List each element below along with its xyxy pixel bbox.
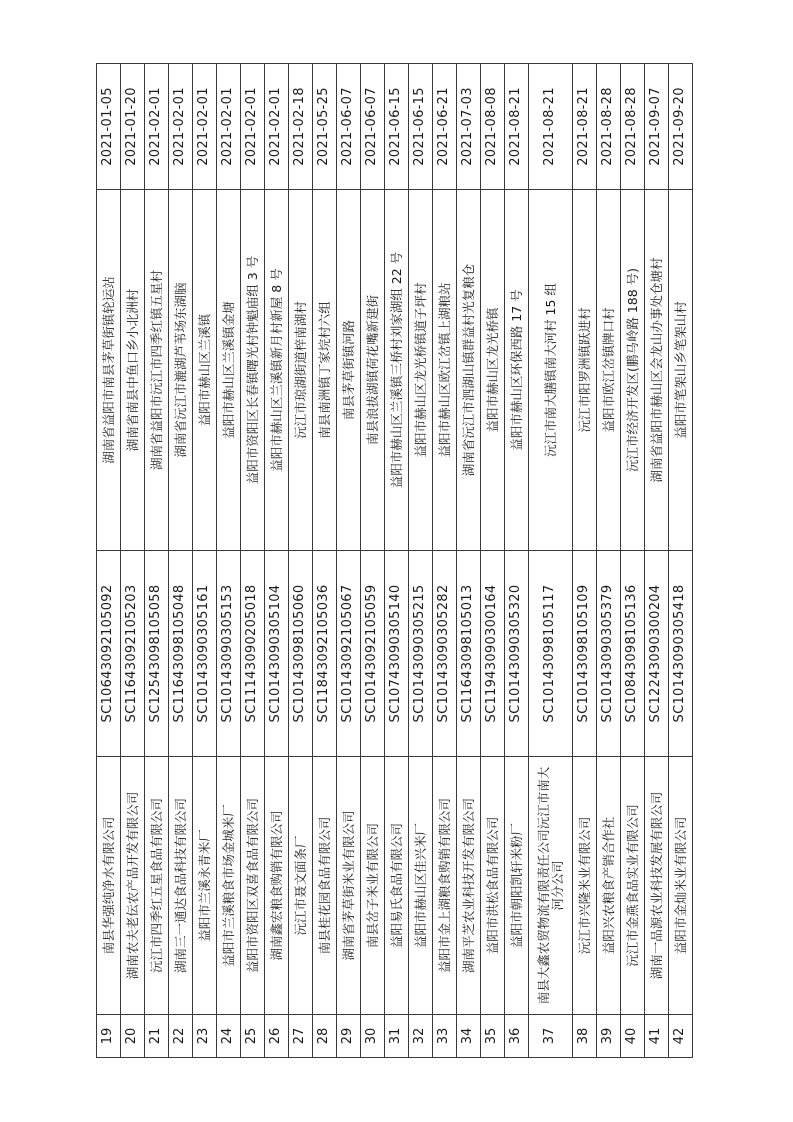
company-name: 益阳易氏食品有限公司 (385, 757, 409, 1015)
row-number: 39 (597, 1015, 621, 1058)
license-code: SC10743090305140 (385, 551, 409, 757)
row-number: 20 (121, 1015, 145, 1058)
issue-date: 2021-02-01 (265, 64, 289, 190)
license-code: SC12543098105058 (145, 551, 169, 757)
table-row (361, 64, 385, 1058)
license-code: SC10143090305320 (505, 551, 529, 757)
table-row (645, 64, 669, 1058)
company-address: 益阳市赫山区兰溪镇 (193, 190, 217, 551)
company-address: 益阳市赫山区环保西路 17 号 (505, 190, 529, 551)
issue-date: 2021-08-21 (505, 64, 529, 190)
license-code: SC10143098105117 (529, 551, 573, 757)
issue-date: 2021-08-28 (597, 64, 621, 190)
row-number: 38 (573, 1015, 597, 1058)
table-row (621, 64, 645, 1058)
table-row (121, 64, 145, 1058)
company-name: 益阳市金灿米业有限公司 (669, 757, 693, 1015)
company-name: 南县华强纯净水有限公司 (97, 757, 121, 1015)
license-code: SC10143090305161 (193, 551, 217, 757)
issue-date: 2021-02-01 (193, 64, 217, 190)
table-row (669, 64, 693, 1058)
company-address: 益阳市赫山区兰溪镇三桥村刘家湖组 22 号 (385, 190, 409, 551)
license-code: SC10143090305104 (265, 551, 289, 757)
table-row (193, 64, 217, 1058)
table-row (217, 64, 241, 1058)
company-name: 益阳市兰溪粮食市场金城米厂 (217, 757, 241, 1015)
company-address: 益阳市笔架山乡笔架山村 (669, 190, 693, 551)
table-row (409, 64, 433, 1058)
company-address: 益阳市赫山区龙光桥镇 (481, 190, 505, 551)
row-number: 23 (193, 1015, 217, 1058)
table-row (313, 64, 337, 1058)
license-code: SC10143090305153 (217, 551, 241, 757)
table-row (169, 64, 193, 1058)
row-number: 42 (669, 1015, 693, 1058)
issue-date: 2021-01-20 (121, 64, 145, 190)
row-number: 22 (169, 1015, 193, 1058)
row-number: 31 (385, 1015, 409, 1058)
company-name: 湖南三一通达食品科技有限公司 (169, 757, 193, 1015)
company-address: 湖南省沅江市泗湖山镇群益村光复粮仓 (457, 190, 481, 551)
license-code: SC10143098105060 (289, 551, 313, 757)
issue-date: 2021-08-08 (481, 64, 505, 190)
issue-date: 2021-02-01 (169, 64, 193, 190)
row-number: 32 (409, 1015, 433, 1058)
issue-date: 2021-02-01 (145, 64, 169, 190)
row-number: 33 (433, 1015, 457, 1058)
company-address: 南县浪拔湖镇荷花嘴新建街 (361, 190, 385, 551)
row-number: 41 (645, 1015, 669, 1058)
table-row (505, 64, 529, 1058)
row-number: 35 (481, 1015, 505, 1058)
company-name: 益阳兴农粮食产销合作社 (597, 757, 621, 1015)
table-row (597, 64, 621, 1058)
company-address: 南县南洲镇丁家垸村六组 (313, 190, 337, 551)
license-code: SC10143092105059 (361, 551, 385, 757)
table-row (481, 64, 505, 1058)
company-address: 沅江市阳罗洲镇跃进村 (573, 190, 597, 551)
issue-date: 2021-09-07 (645, 64, 669, 190)
issue-date: 2021-02-01 (241, 64, 265, 190)
license-code: SC10143098105109 (573, 551, 597, 757)
table-row (529, 64, 573, 1058)
company-name: 沅江市金燕食品实业有限公司 (621, 757, 645, 1015)
issue-date: 2021-02-01 (217, 64, 241, 190)
license-code: SC11843092105036 (313, 551, 337, 757)
issue-date: 2021-06-07 (361, 64, 385, 190)
license-code: SC11943090300164 (481, 551, 505, 757)
table-row (241, 64, 265, 1058)
issue-date: 2021-02-18 (289, 64, 313, 190)
issue-date: 2021-05-25 (313, 64, 337, 190)
license-code: SC11643092105203 (121, 551, 145, 757)
table-row (97, 64, 121, 1058)
license-code: SC11643098105048 (169, 551, 193, 757)
company-address: 沅江市南大膳镇南大河村 15 组 (529, 190, 573, 551)
license-code: SC11643098105013 (457, 551, 481, 757)
license-code: SC10643092105092 (97, 551, 121, 757)
company-address: 益阳市欧江岔镇牌口村 (597, 190, 621, 551)
table-row (573, 64, 597, 1058)
company-name: 益阳市洪松食品有限公司 (481, 757, 505, 1015)
issue-date: 2021-08-28 (621, 64, 645, 190)
issue-date: 2021-08-21 (573, 64, 597, 190)
row-number: 25 (241, 1015, 265, 1058)
company-address: 湖南省益阳市南县茅草街镇轮运站 (97, 190, 121, 551)
issue-date: 2021-08-21 (529, 64, 573, 190)
company-address: 湖南省益阳市赫山区会龙山办事处仓塘村 (645, 190, 669, 551)
company-name: 益阳市兰溪永青米厂 (193, 757, 217, 1015)
row-number: 40 (621, 1015, 645, 1058)
issue-date: 2021-01-05 (97, 64, 121, 190)
row-number: 36 (505, 1015, 529, 1058)
company-name: 益阳市金上湖粮食购销有限公司 (433, 757, 457, 1015)
company-name: 益阳市赫山区佳兴米厂 (409, 757, 433, 1015)
license-code: SC10143090305282 (433, 551, 457, 757)
table-row (385, 64, 409, 1058)
company-name: 南县大鑫农贸物流有限责任公司沅江市南大河分公司 (529, 757, 573, 1015)
company-address: 益阳市赫山区兰溪镇新月村新屋 8 号 (265, 190, 289, 551)
row-number: 21 (145, 1015, 169, 1058)
company-address: 湖南省沅江市漉湖芦苇场东湖脑 (169, 190, 193, 551)
license-code: SC11143090205018 (241, 551, 265, 757)
row-number: 26 (265, 1015, 289, 1058)
company-name: 湖南省茅草街米业有限公司 (337, 757, 361, 1015)
row-number: 28 (313, 1015, 337, 1058)
table-row (145, 64, 169, 1058)
company-address: 沅江市琼湖街道梓南湖村 (289, 190, 313, 551)
table-body (97, 64, 693, 1058)
company-address: 沅江市经济开发区(鹏马岭路 188 号) (621, 190, 645, 551)
company-name: 沅江市聂文面条厂 (289, 757, 313, 1015)
table-row (457, 64, 481, 1058)
company-name: 湖南一品源农业科技发展有限公司 (645, 757, 669, 1015)
company-address: 益阳市赫山区兰溪镇金塘 (217, 190, 241, 551)
license-code: SC12243090300204 (645, 551, 669, 757)
row-number: 27 (289, 1015, 313, 1058)
issue-date: 2021-06-15 (385, 64, 409, 190)
table-row (433, 64, 457, 1058)
company-name: 益阳市朝阳凯轩米粉厂 (505, 757, 529, 1015)
table-row (337, 64, 361, 1058)
table-row (289, 64, 313, 1058)
row-number: 19 (97, 1015, 121, 1058)
enterprise-table (96, 63, 693, 1058)
row-number: 34 (457, 1015, 481, 1058)
company-address: 益阳市赫山区欧江岔镇上湖粮站 (433, 190, 457, 551)
row-number: 30 (361, 1015, 385, 1058)
company-name: 湖南平芝农业科技开发有限公司 (457, 757, 481, 1015)
company-name: 沅江市兴隆米业有限公司 (573, 757, 597, 1015)
company-name: 沅江市四季红五星食品有限公司 (145, 757, 169, 1015)
license-code: SC10143090305418 (669, 551, 693, 757)
company-name: 益阳市资阳区双喜食品有限公司 (241, 757, 265, 1015)
company-address: 益阳市资阳区长春镇曙光村钟魁庙组 3 号 (241, 190, 265, 551)
row-number: 29 (337, 1015, 361, 1058)
issue-date: 2021-06-15 (409, 64, 433, 190)
row-number: 24 (217, 1015, 241, 1058)
license-code: SC10143090305379 (597, 551, 621, 757)
table-row (265, 64, 289, 1058)
company-address: 湖南省南县中鱼口乡小北洲村 (121, 190, 145, 551)
company-name: 南县桂花园食品有限公司 (313, 757, 337, 1015)
license-code: SC10843098105136 (621, 551, 645, 757)
issue-date: 2021-07-03 (457, 64, 481, 190)
license-code: SC10143092105067 (337, 551, 361, 757)
issue-date: 2021-06-07 (337, 64, 361, 190)
license-code: SC10143090305215 (409, 551, 433, 757)
issue-date: 2021-09-20 (669, 64, 693, 190)
issue-date: 2021-06-21 (433, 64, 457, 190)
company-name: 湖南农夫老伝农产品开发有限公司 (121, 757, 145, 1015)
company-name: 湖南鑫宏粮食购销有限公司 (265, 757, 289, 1015)
company-address: 南县茅草街镇河路 (337, 190, 361, 551)
company-address: 益阳市赫山区龙光桥镇道子坪村 (409, 190, 433, 551)
company-address: 湖南省益阳市沅江市四季红镇五星村 (145, 190, 169, 551)
row-number: 37 (529, 1015, 573, 1058)
rotated-page (96, 64, 688, 1058)
company-name: 南县岔子米业有限公司 (361, 757, 385, 1015)
